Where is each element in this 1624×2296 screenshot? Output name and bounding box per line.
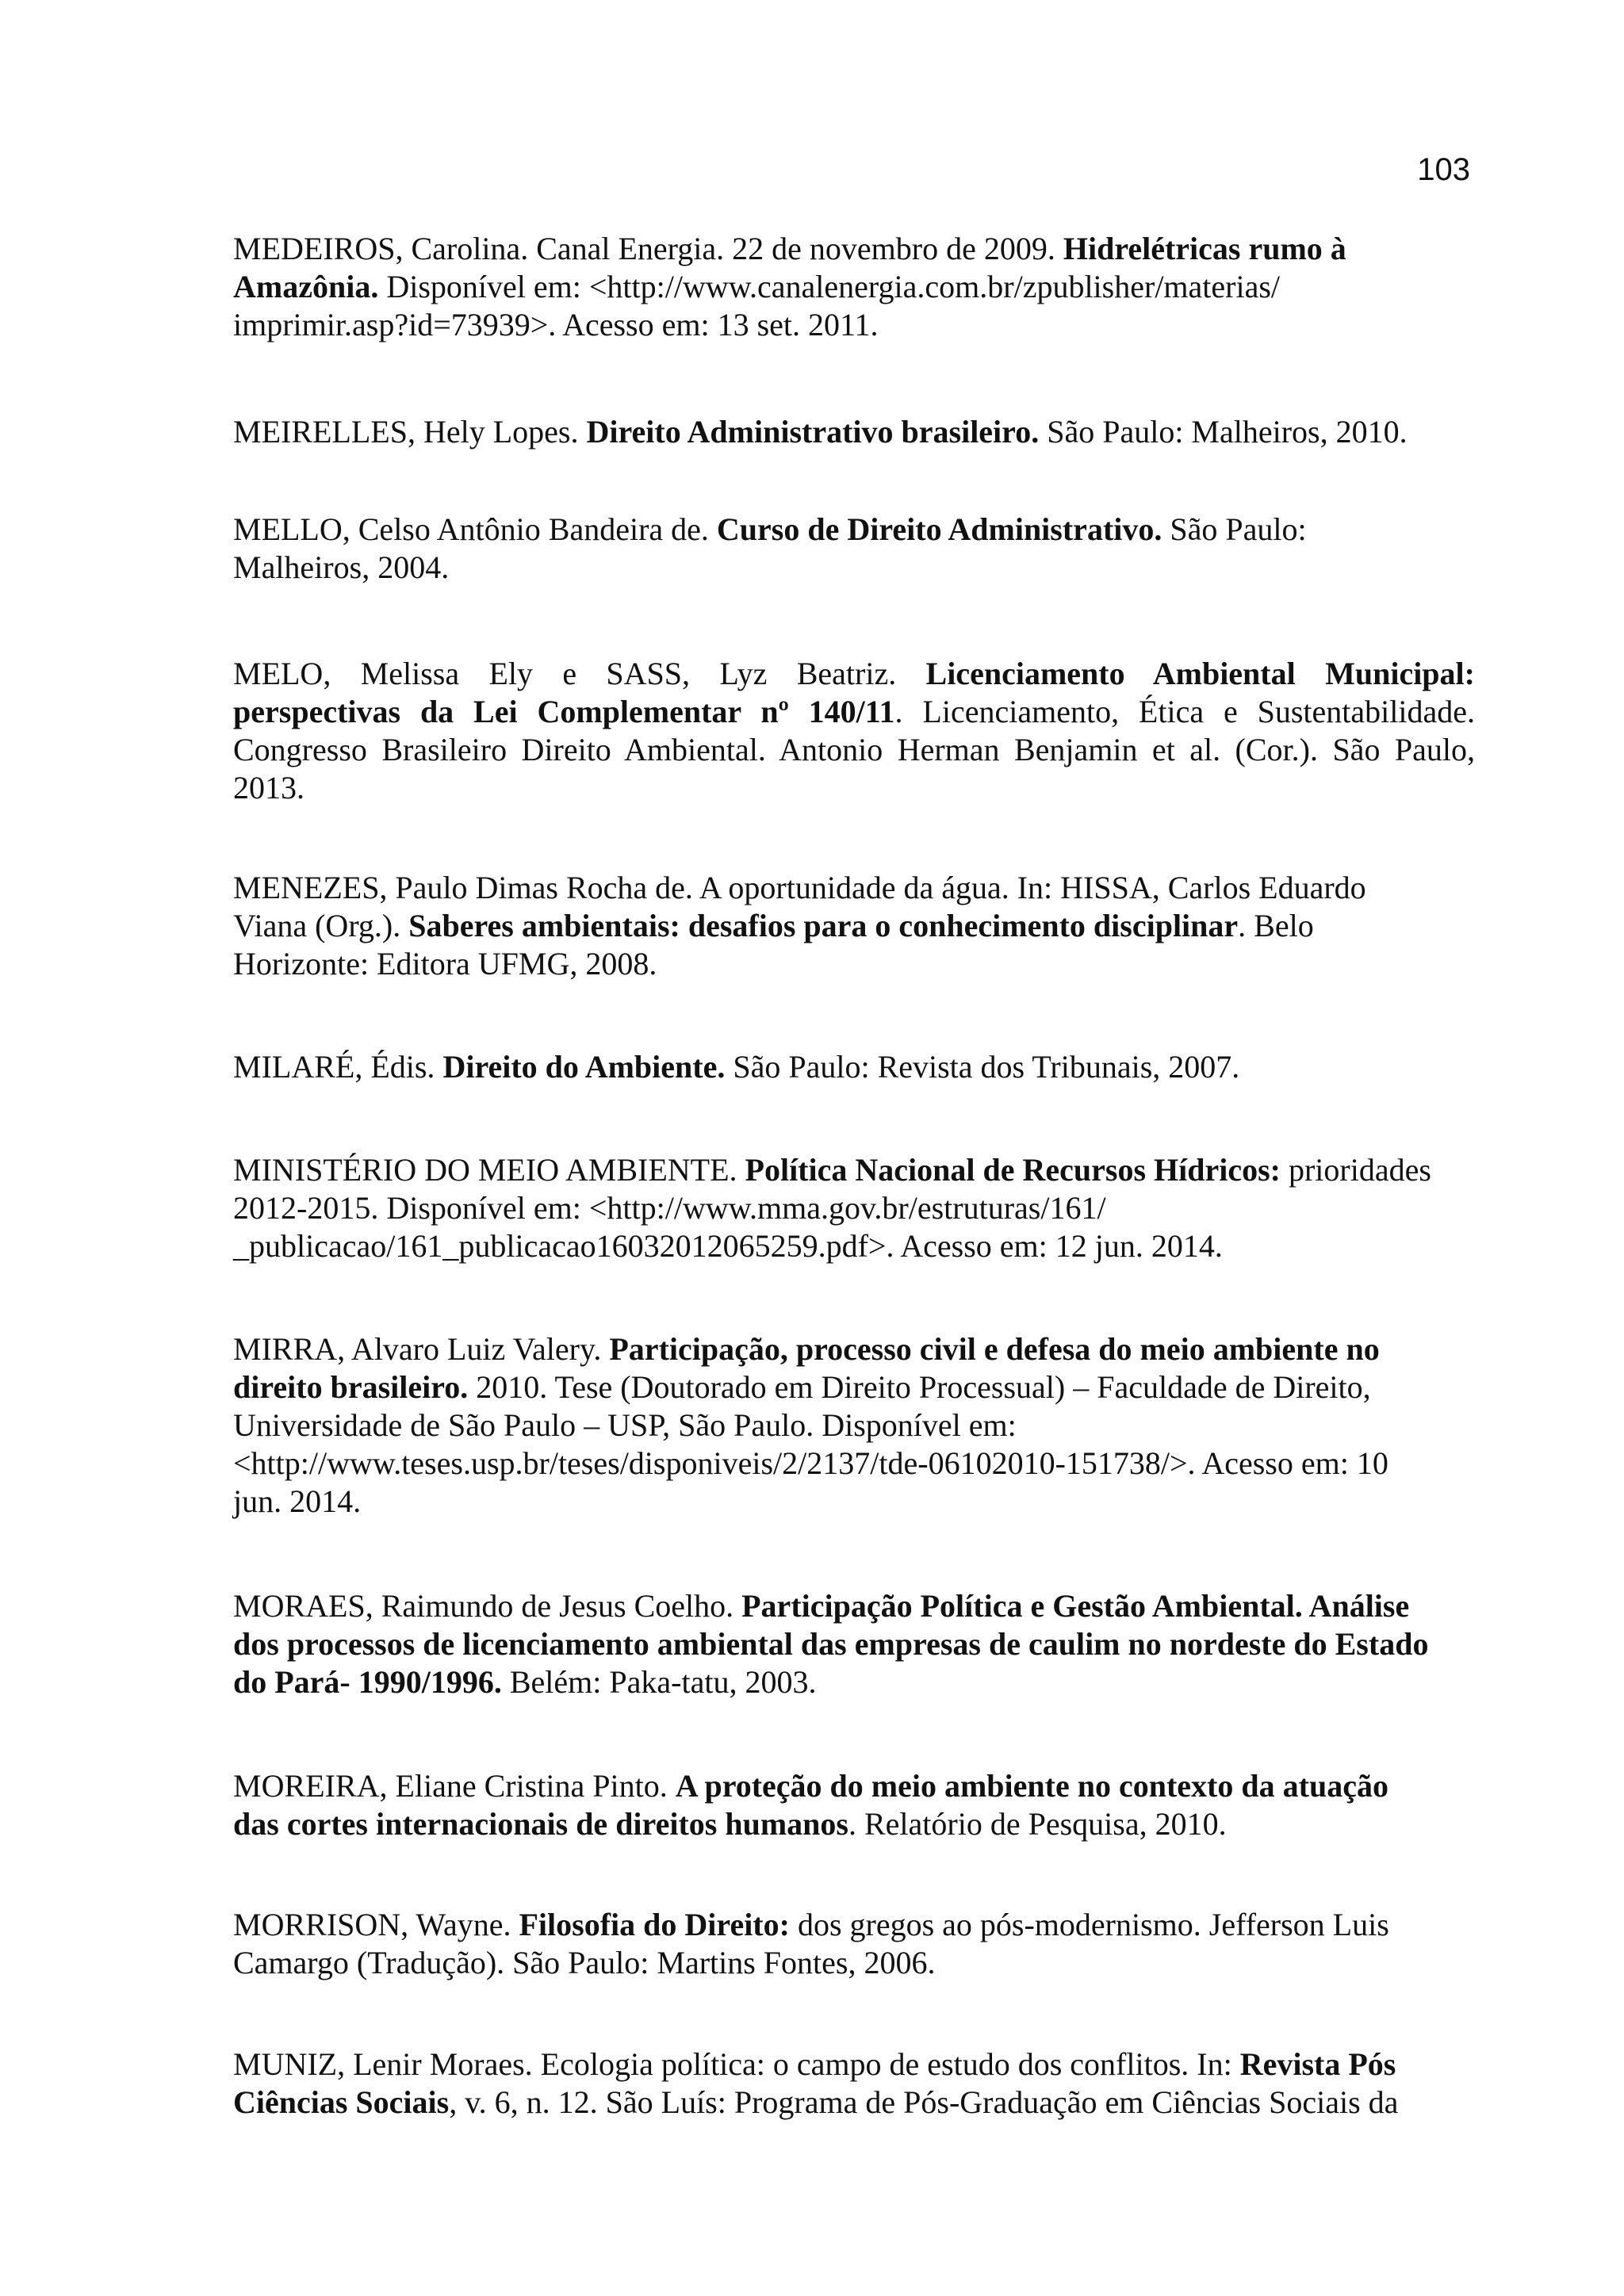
reference-bold-text: direito brasileiro. [233,1369,469,1405]
reference-line [233,945,1475,983]
reference-text: São Paulo: [1162,511,1307,547]
reference-line [233,1663,1475,1701]
reference-line [233,907,1475,945]
reference-text: Horizonte: Editora UFMG, 2008. [233,946,657,982]
reference-text: <http://www.teses.usp.br/teses/disponiveis/2/2137/tde-06102010-151738/>. Acesso em: 10 [233,1445,1388,1481]
reference-bold-text: do Pará- 1990/1996. [233,1664,502,1700]
reference-text: Disponível em: <http://www.canalenergia.com.br/zpublisher/materias/ [378,269,1281,304]
reference-text: MIRRA, Alvaro Luiz Valery. [233,1331,610,1367]
reference-line [233,1805,1475,1843]
reference-text: Congresso Brasileiro Direito Ambiental. Antonio Herman Benjamin et al. (Cor.). São Paulo, [233,732,1475,767]
reference-text: MEDEIROS, Carolina. Canal Energia. 22 de novembro de 2009. [233,231,1063,266]
reference-line [233,1944,1475,1982]
reference-entry [233,2045,1475,2122]
reference-line [233,869,1475,907]
reference-text: . Belo [1238,908,1314,943]
reference-text: MORAES, Raimundo de Jesus Coelho. [233,1588,742,1624]
reference-line [233,655,1475,693]
reference-text: . Licenciamento, Ética e Sustentabilidade. [894,694,1475,729]
reference-bold-text: Revista Pós [1239,2046,1396,2082]
reference-entry [233,869,1475,983]
reference-entry [233,1906,1475,1982]
page-number: 103 [1417,152,1470,187]
reference-text: MENEZES, Paulo Dimas Rocha de. A oportunidade da água. In: HISSA, Carlos Eduardo [233,870,1366,905]
reference-text: Viana (Org.). [233,908,409,943]
reference-bold-text: Política Nacional de Recursos Hídricos: [745,1152,1281,1188]
reference-bold-text: Participação Política e Gestão Ambiental. Análise [741,1588,1410,1624]
reference-text: jun. 2014. [233,1483,362,1519]
reference-line [233,1227,1475,1265]
reference-text: São Paulo: Malheiros, 2010. [1039,414,1408,450]
reference-text: MELLO, Celso Antônio Bandeira de. [233,511,717,547]
reference-line [233,511,1475,549]
reference-line [233,769,1475,807]
reference-entry [233,1048,1475,1086]
reference-text: _publicacao/161_publicacao16032012065259.pdf>. Acesso em: 12 jun. 2014. [233,1228,1223,1264]
reference-entry [233,1587,1475,1701]
reference-text: Malheiros, 2004. [233,549,450,585]
reference-text: dos gregos ao pós-modernismo. Jefferson Luis [789,1907,1389,1942]
reference-entry [233,1767,1475,1843]
reference-line [233,230,1475,268]
reference-text: Universidade de São Paulo – USP, São Paulo. Disponível em: [233,1407,1017,1443]
reference-line [233,731,1475,769]
reference-line [233,1406,1475,1445]
reference-text: 2012-2015. Disponível em: <http://www.mma.gov.br/estruturas/161/ [233,1190,1106,1226]
reference-line [233,2045,1475,2084]
reference-text: 2013. [233,770,304,806]
reference-text: prioridades [1280,1152,1431,1188]
reference-text: MEIRELLES, Hely Lopes. [233,414,587,450]
reference-line [233,306,1475,344]
reference-text: imprimir.asp?id=73939>. Acesso em: 13 set. 2011. [233,307,879,342]
reference-text: MUNIZ, Lenir Moraes. Ecologia política: o campo de estudo dos conflitos. In: [233,2046,1240,2082]
reference-line [233,1445,1475,1483]
reference-text: MINISTÉRIO DO MEIO AMBIENTE. [233,1152,745,1188]
reference-entry [233,1330,1475,1521]
reference-line [233,693,1475,731]
reference-text: São Paulo: Revista dos Tribunais, 2007. [725,1049,1240,1085]
reference-line [233,1048,1475,1086]
reference-bold-text: Direito do Ambiente. [442,1049,726,1085]
reference-entry [233,655,1475,807]
reference-bold-text: Filosofia do Direito: [519,1907,790,1942]
reference-bold-text: Amazônia. [233,269,379,304]
reference-line [233,1906,1475,1944]
reference-line [233,549,1475,587]
reference-bold-text: Licenciamento Ambiental Municipal: [925,656,1475,691]
reference-text: . Relatório de Pesquisa, 2010. [848,1806,1227,1842]
reference-text: , v. 6, n. 12. São Luís: Programa de Pós-Graduação em Ciências Sociais da [449,2084,1399,2120]
reference-bold-text: das cortes internacionais de direitos humanos [233,1806,848,1842]
reference-text: MELO, Melissa Ely e SASS, Lyz Beatriz. [233,656,926,691]
reference-line [233,1151,1475,1189]
reference-line [233,1368,1475,1406]
reference-line [233,1587,1475,1625]
reference-text: 2010. Tese (Doutorado em Direito Processual) – Faculdade de Direito, [468,1369,1371,1405]
reference-text: MORRISON, Wayne. [233,1907,519,1942]
reference-entry [233,230,1475,344]
reference-bold-text: dos processos de licenciamento ambiental das empresas de caulim no nordeste do Estado [233,1626,1429,1662]
reference-line [233,1189,1475,1227]
reference-bold-text: A proteção do meio ambiente no contexto da atuação [675,1768,1388,1804]
reference-bold-text: Direito Administrativo brasileiro. [586,414,1040,450]
reference-bold-text: Hidrelétricas rumo à [1063,231,1346,266]
reference-bold-text: Ciências Sociais [233,2084,450,2120]
reference-line [233,413,1475,451]
reference-line [233,1625,1475,1663]
reference-bold-text: Saberes ambientais: desafios para o conhecimento disciplinar [408,908,1239,943]
reference-line [233,1483,1475,1521]
reference-text: MOREIRA, Eliane Cristina Pinto. [233,1768,676,1804]
reference-line [233,1767,1475,1805]
reference-text: Camargo (Tradução). São Paulo: Martins Fontes, 2006. [233,1945,936,1980]
reference-entry [233,1151,1475,1265]
reference-line [233,268,1475,306]
reference-text: Belém: Paka-tatu, 2003. [501,1664,817,1700]
reference-line [233,2084,1475,2122]
reference-line [233,1330,1475,1368]
reference-bold-text: Participação, processo civil e defesa do meio ambiente no [609,1331,1380,1367]
reference-bold-text: perspectivas da Lei Complementar nº 140/11 [233,694,895,729]
reference-bold-text: Curso de Direito Administrativo. [716,511,1162,547]
reference-entry [233,413,1475,451]
reference-entry [233,511,1475,587]
reference-text: MILARÉ, Édis. [233,1049,443,1085]
